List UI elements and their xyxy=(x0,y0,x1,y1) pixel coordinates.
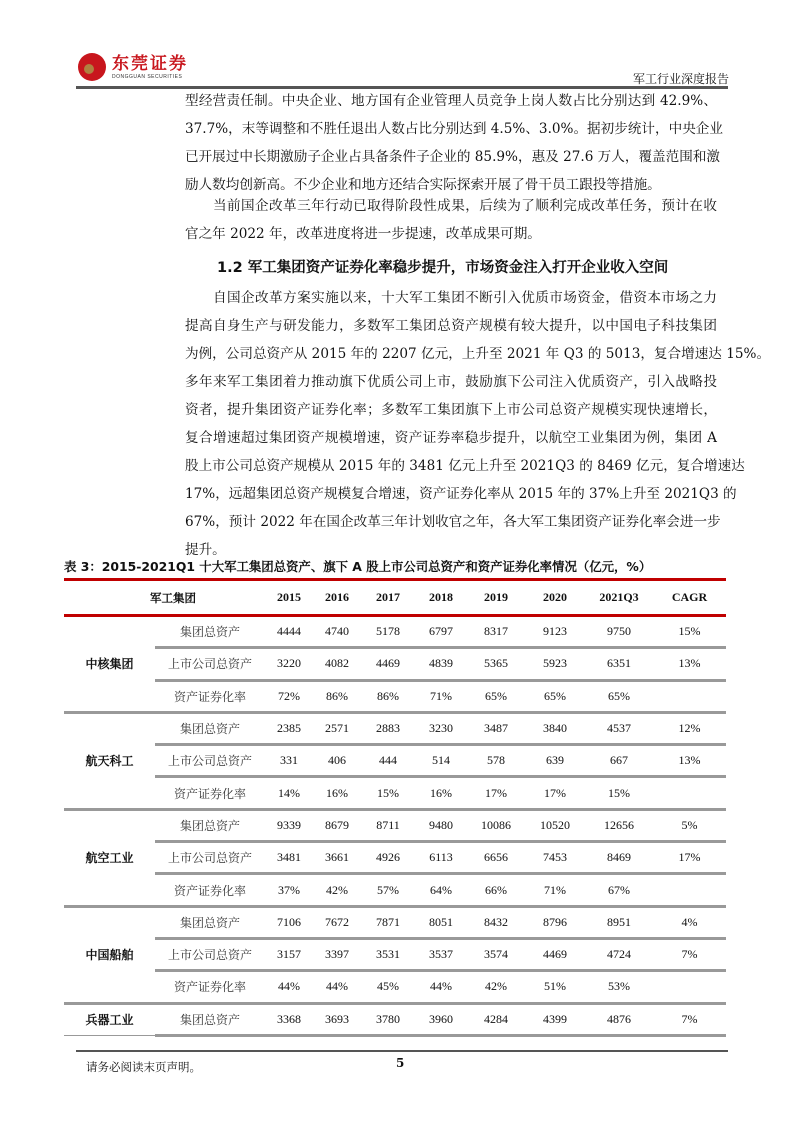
metric-label: 上市公司总资产 xyxy=(155,648,265,680)
value-cell: 2385 xyxy=(265,712,313,744)
value-cell: 3487 xyxy=(467,712,525,744)
text-line: 提高自身生产与研发能力，多数军工集团总资产规模有较大提升，以中国电子科技集团 xyxy=(185,318,717,334)
value-cell: 45% xyxy=(361,971,415,1003)
value-cell: 4876 xyxy=(585,1003,653,1035)
value-cell: 7106 xyxy=(265,906,313,938)
value-cell: 86% xyxy=(361,680,415,712)
text-line: 多年来军工集团着力推动旗下优质公司上市，鼓励旗下公司注入优质资产，引入战略投 xyxy=(185,374,717,390)
value-cell: 16% xyxy=(415,777,467,809)
value-cell: 8469 xyxy=(585,842,653,874)
value-cell: 5365 xyxy=(467,648,525,680)
value-cell: 13% xyxy=(653,648,726,680)
value-cell: 2883 xyxy=(361,712,415,744)
value-cell: 6797 xyxy=(429,624,453,639)
text-line: 自国企改革方案实施以来，十大军工集团不断引入优质市场资金，借资本市场之力 xyxy=(213,290,717,306)
value-cell: 37% xyxy=(265,874,313,906)
value-cell: 16% xyxy=(313,777,361,809)
value-cell: 65% xyxy=(585,680,653,712)
value-cell xyxy=(653,777,726,809)
text-line: 37.7%，末等调整和不胜任退出人数占比分别达到 4.5%、3.0%。据初步统计，中央企业 xyxy=(185,121,723,137)
column-header: CAGR xyxy=(653,580,726,616)
value-cell: 17% xyxy=(653,842,726,874)
value-cell: 3693 xyxy=(313,1003,361,1035)
value-cell: 8317 xyxy=(484,624,508,639)
value-cell: 15% xyxy=(585,777,653,809)
table-row xyxy=(64,745,726,777)
metric-label: 资产证券化率 xyxy=(155,874,265,906)
value-cell: 3780 xyxy=(361,1003,415,1035)
value-cell: 4469 xyxy=(361,648,415,680)
metric-label: 上市公司总资产 xyxy=(155,938,265,970)
value-cell: 7453 xyxy=(525,842,585,874)
table-row xyxy=(64,712,726,744)
value-cell: 6656 xyxy=(467,842,525,874)
value-cell: 639 xyxy=(525,745,585,777)
value-cell: 65% xyxy=(525,680,585,712)
value-cell: 6113 xyxy=(415,842,467,874)
metric-label: 上市公司总资产 xyxy=(155,842,265,874)
value-cell: 17% xyxy=(467,777,525,809)
value-cell: 12% xyxy=(653,712,726,744)
value-cell: 51% xyxy=(525,971,585,1003)
value-cell: 4537 xyxy=(585,712,653,744)
paragraph-2 xyxy=(185,192,717,248)
value-cell: 3220 xyxy=(265,648,313,680)
text-line: 67%，预计 2022 年在国企改革三年计划收官之年，各大军工集团资产证券化率会进一步 xyxy=(185,514,721,530)
value-cell: 44% xyxy=(313,971,361,1003)
metric-label: 集团总资产 xyxy=(155,906,265,938)
value-cell: 3230 xyxy=(415,712,467,744)
value-cell: 3531 xyxy=(361,938,415,970)
value-cell: 3537 xyxy=(415,938,467,970)
value-cell: 4926 xyxy=(361,842,415,874)
value-cell: 10086 xyxy=(467,809,525,841)
value-cell: 8432 xyxy=(467,906,525,938)
page-number: 5 xyxy=(396,1056,405,1070)
value-cell: 65% xyxy=(467,680,525,712)
group-name: 航天科工 xyxy=(64,712,155,809)
text-line: 资者，提升集团资产证券化率；多数军工集团旗下上市公司总资产规模实现快速增长， xyxy=(185,402,717,418)
text-line: 股上市公司总资产规模从 2015 年的 3481 亿元上升至 2021Q3 的 8469 亿元，复合增速达 xyxy=(185,458,745,474)
value-cell: 3960 xyxy=(415,1003,467,1035)
value-cell: 4740 xyxy=(325,624,349,639)
value-cell: 86% xyxy=(313,680,361,712)
logo-mark-icon xyxy=(78,50,106,84)
table-row xyxy=(64,809,726,841)
value-cell: 42% xyxy=(467,971,525,1003)
disclaimer-note: 请务必阅读末页声明。 xyxy=(86,1060,201,1074)
value-cell xyxy=(653,971,726,1003)
value-cell: 8951 xyxy=(585,906,653,938)
value-cell: 9480 xyxy=(415,809,467,841)
table-row xyxy=(64,842,726,874)
footer-divider xyxy=(76,1050,728,1052)
value-cell: 15% xyxy=(678,624,701,639)
value-cell xyxy=(653,874,726,906)
value-cell: 3368 xyxy=(265,1003,313,1035)
value-cell: 72% xyxy=(265,680,313,712)
group-name: 中核集团 xyxy=(85,657,134,672)
value-cell: 66% xyxy=(467,874,525,906)
value-cell: 7% xyxy=(653,1003,726,1035)
value-cell: 6351 xyxy=(585,648,653,680)
value-cell: 4082 xyxy=(313,648,361,680)
paragraph-1 xyxy=(185,87,723,199)
value-cell: 9750 xyxy=(607,624,631,639)
value-cell: 7% xyxy=(653,938,726,970)
value-cell: 9339 xyxy=(265,809,313,841)
section-heading: 1.2 军工集团资产证券化率稳步提升，市场资金注入打开企业收入空间 xyxy=(217,260,669,276)
column-header: 2020 xyxy=(525,580,585,616)
metric-label: 集团总资产 xyxy=(179,625,240,640)
value-cell: 15% xyxy=(361,777,415,809)
value-cell: 42% xyxy=(313,874,361,906)
table-row xyxy=(64,874,726,906)
column-header: 2018 xyxy=(415,580,467,616)
company-logo xyxy=(78,50,188,84)
value-cell: 3661 xyxy=(313,842,361,874)
value-cell: 4469 xyxy=(525,938,585,970)
table-row xyxy=(64,648,726,680)
paragraph-3 xyxy=(185,284,771,564)
value-cell: 12656 xyxy=(585,809,653,841)
value-cell: 667 xyxy=(585,745,653,777)
value-cell: 14% xyxy=(265,777,313,809)
logo-en: DONGGUAN SECURITIES xyxy=(112,74,183,80)
text-line: 提升。 xyxy=(185,542,226,558)
group-name: 中国船舶 xyxy=(64,906,155,1003)
value-cell: 13% xyxy=(653,745,726,777)
logo-cn: 东莞证券 xyxy=(112,54,188,74)
report-type: 军工行业深度报告 xyxy=(632,72,729,86)
table-row xyxy=(64,777,726,809)
column-header: 2019 xyxy=(467,580,525,616)
value-cell: 3157 xyxy=(265,938,313,970)
text-line: 官之年 2022 年，改革进度将进一步提速，改革成果可期。 xyxy=(185,226,541,242)
value-cell: 17% xyxy=(525,777,585,809)
value-cell: 5178 xyxy=(376,624,400,639)
table-row xyxy=(64,906,726,938)
value-cell: 71% xyxy=(415,680,467,712)
value-cell: 71% xyxy=(525,874,585,906)
metric-label: 资产证券化率 xyxy=(155,971,265,1003)
text-line: 当前国企改革三年行动已取得阶段性成果，后续为了顺利完成改革任务，预计在收 xyxy=(213,198,717,214)
table-caption: 表 3：2015-2021Q1 十大军工集团总资产、旗下 A 股上市公司总资产和资产证券化率情况（亿元，%） xyxy=(64,559,652,574)
value-cell: 3481 xyxy=(265,842,313,874)
column-header: 2017 xyxy=(361,580,415,616)
table-header-row xyxy=(64,580,726,616)
value-cell: 44% xyxy=(265,971,313,1003)
text-line: 17%，远超集团总资产规模复合增速，资产证券化率从 2015 年的 37%上升至 2021Q3 的 xyxy=(185,486,737,502)
value-cell: 8679 xyxy=(313,809,361,841)
value-cell: 3574 xyxy=(467,938,525,970)
value-cell: 7871 xyxy=(361,906,415,938)
metric-label: 上市公司总资产 xyxy=(155,745,265,777)
column-header: 2015 xyxy=(265,580,313,616)
value-cell: 514 xyxy=(415,745,467,777)
value-cell: 8711 xyxy=(361,809,415,841)
table-row xyxy=(64,616,726,648)
table-row xyxy=(64,971,726,1003)
text-line: 复合增速超过集团资产规模增速，资产证券率稳步提升，以航空工业集团为例，集团 A xyxy=(185,430,717,446)
value-cell: 444 xyxy=(361,745,415,777)
value-cell: 3397 xyxy=(313,938,361,970)
value-cell: 4% xyxy=(653,906,726,938)
value-cell: 44% xyxy=(415,971,467,1003)
value-cell: 4444 xyxy=(277,624,301,639)
column-header: 2021Q3 xyxy=(585,580,653,616)
value-cell: 57% xyxy=(361,874,415,906)
value-cell: 8796 xyxy=(525,906,585,938)
table-row xyxy=(64,680,726,712)
value-cell: 9123 xyxy=(543,624,567,639)
text-line: 为例，公司总资产从 2015 年的 2207 亿元，上升至 2021 年 Q3 的 5013，复合增速达 15%。 xyxy=(185,346,771,362)
value-cell: 53% xyxy=(585,971,653,1003)
metric-label: 集团总资产 xyxy=(155,712,265,744)
column-header: 2016 xyxy=(313,580,361,616)
value-cell: 331 xyxy=(265,745,313,777)
value-cell: 67% xyxy=(585,874,653,906)
value-cell: 578 xyxy=(467,745,525,777)
value-cell: 64% xyxy=(415,874,467,906)
value-cell: 8051 xyxy=(415,906,467,938)
table-row xyxy=(64,938,726,970)
text-line: 已开展过中长期激励子企业占具备条件子企业的 85.9%，惠及 27.6 万人，覆盖范围和激 xyxy=(185,149,721,165)
metric-label: 集团总资产 xyxy=(155,809,265,841)
group-name: 航空工业 xyxy=(64,809,155,906)
value-cell: 10520 xyxy=(525,809,585,841)
metric-label: 集团总资产 xyxy=(155,1003,265,1035)
metric-label: 资产证券化率 xyxy=(155,680,265,712)
value-cell: 2571 xyxy=(313,712,361,744)
value-cell: 4399 xyxy=(525,1003,585,1035)
value-cell: 4724 xyxy=(585,938,653,970)
column-header: 军工集团 xyxy=(64,580,265,616)
value-cell xyxy=(653,680,726,712)
value-cell: 4839 xyxy=(415,648,467,680)
text-line: 型经营责任制。中央企业、地方国有企业管理人员竞争上岗人数占比分别达到 42.9%、 xyxy=(185,93,717,109)
metric-label: 资产证券化率 xyxy=(155,777,265,809)
group-name: 兵器工业 xyxy=(64,1003,155,1035)
value-cell: 5% xyxy=(653,809,726,841)
table-row xyxy=(64,1003,726,1035)
value-cell: 5923 xyxy=(525,648,585,680)
value-cell: 7672 xyxy=(313,906,361,938)
value-cell: 406 xyxy=(313,745,361,777)
assets-table xyxy=(64,578,726,1037)
value-cell: 3840 xyxy=(525,712,585,744)
text-line: 励人数均创新高。不少企业和地方还结合实际探索开展了骨干员工跟投等措施。 xyxy=(185,177,661,193)
value-cell: 4284 xyxy=(467,1003,525,1035)
